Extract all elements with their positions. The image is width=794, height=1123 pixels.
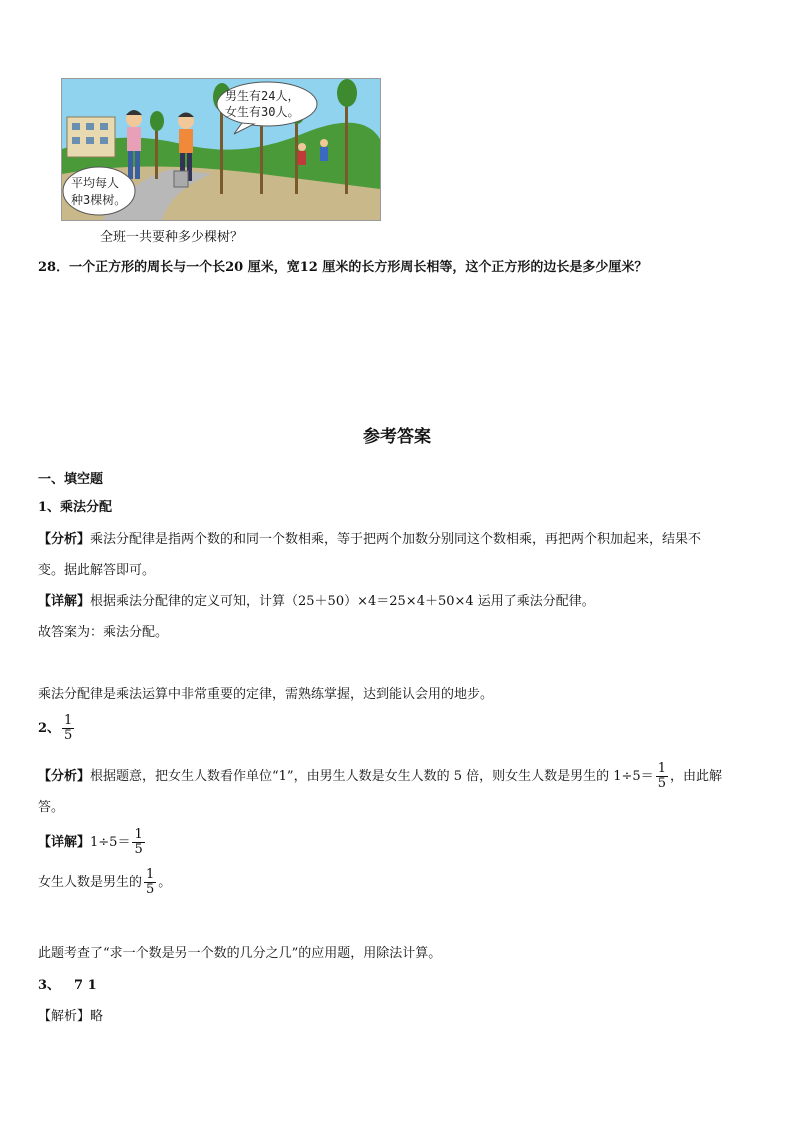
analysis-label: 【分析】	[38, 769, 91, 784]
answer-1-conclusion: 故答案为：乘法分配。	[38, 625, 169, 640]
fraction-denominator: 5	[64, 728, 73, 743]
answer-2-result	[38, 868, 171, 898]
bubble-left-line-1: 平均每人	[71, 176, 120, 190]
illustration-scene	[62, 79, 380, 220]
answer-2-heading	[38, 714, 76, 744]
fraction-numerator: 1	[134, 827, 143, 842]
answer-2-analysis-line-2: 答。	[38, 800, 65, 815]
result-text: 女生人数是男生的	[38, 875, 143, 890]
detail-fraction	[132, 828, 144, 857]
detail-label: 【详解】	[38, 594, 91, 609]
detail-expression: 1÷5＝	[90, 835, 131, 850]
answer-2-detail	[38, 828, 147, 858]
fraction-denominator: 5	[657, 776, 666, 791]
question-28-text: 一个正方形的周长与一个长20 厘米，宽12 厘米的长方形周长相等，这个正方形的边长是多少厘米？	[69, 260, 648, 275]
answer-2-fraction	[62, 714, 74, 743]
section-fill-in-blank: 一、填空题	[38, 472, 104, 487]
answer-3-analysis: 【解析】略	[38, 1009, 104, 1024]
answer-1-heading: 1、乘法分配	[38, 500, 113, 515]
answer-3-values: 7 1	[74, 978, 97, 993]
analysis-text: 根据题意，把女生人数看作单位“1”，由男生人数是女生人数的 5 倍，则女生人数是男生的 1÷5＝	[90, 769, 654, 784]
answer-3-number: 3、	[38, 978, 61, 993]
bubble-left-line-2: 种3棵树。	[71, 193, 127, 207]
question-28	[38, 258, 647, 278]
result-fraction	[144, 868, 156, 897]
analysis-fraction	[656, 762, 668, 791]
answer-2-note: 此题考查了“求一个数是另一个数的几分之几”的应用题，用除法计算。	[38, 946, 442, 961]
answer-3-heading	[38, 976, 97, 996]
answers-title: 参考答案	[363, 427, 431, 447]
answer-1-detail	[38, 592, 595, 612]
bubble-right-line-1: 男生有24人，	[225, 89, 300, 103]
answer-1-analysis-line-2: 变。据此解答即可。	[38, 563, 156, 578]
bubble-right-line-2: 女生有30人。	[225, 105, 300, 119]
analysis-text: 乘法分配律是指两个数的和同一个数相乘，等于把两个加数分别同这个数相乘，再把两个积加起来，结果不	[90, 532, 702, 547]
tree-planting-illustration	[61, 78, 381, 221]
answer-1-note: 乘法分配律是乘法运算中非常重要的定律，需熟练掌握，达到能认会用的地步。	[38, 687, 494, 702]
answer-2-analysis-line-1	[38, 762, 722, 792]
analysis-label: 【分析】	[38, 532, 91, 547]
fraction-numerator: 1	[64, 713, 73, 728]
question-28-number: 28．	[38, 260, 70, 275]
fraction-numerator: 1	[146, 867, 155, 882]
illustration-caption: 全班一共要种多少棵树？	[100, 230, 244, 245]
fraction-denominator: 5	[134, 842, 143, 857]
bubble-left	[63, 167, 135, 215]
fraction-numerator: 1	[657, 761, 666, 776]
analysis-tail: ，由此解	[669, 769, 722, 784]
answer-1-analysis-line-1	[38, 530, 701, 550]
answer-2-number: 2、	[38, 721, 61, 736]
result-end: 。	[158, 875, 172, 890]
detail-text: 根据乘法分配律的定义可知，计算（25＋50）×4＝25×4＋50×4 运用了乘法分配律。	[90, 594, 595, 609]
detail-label: 【详解】	[38, 835, 91, 850]
fraction-denominator: 5	[146, 882, 155, 897]
